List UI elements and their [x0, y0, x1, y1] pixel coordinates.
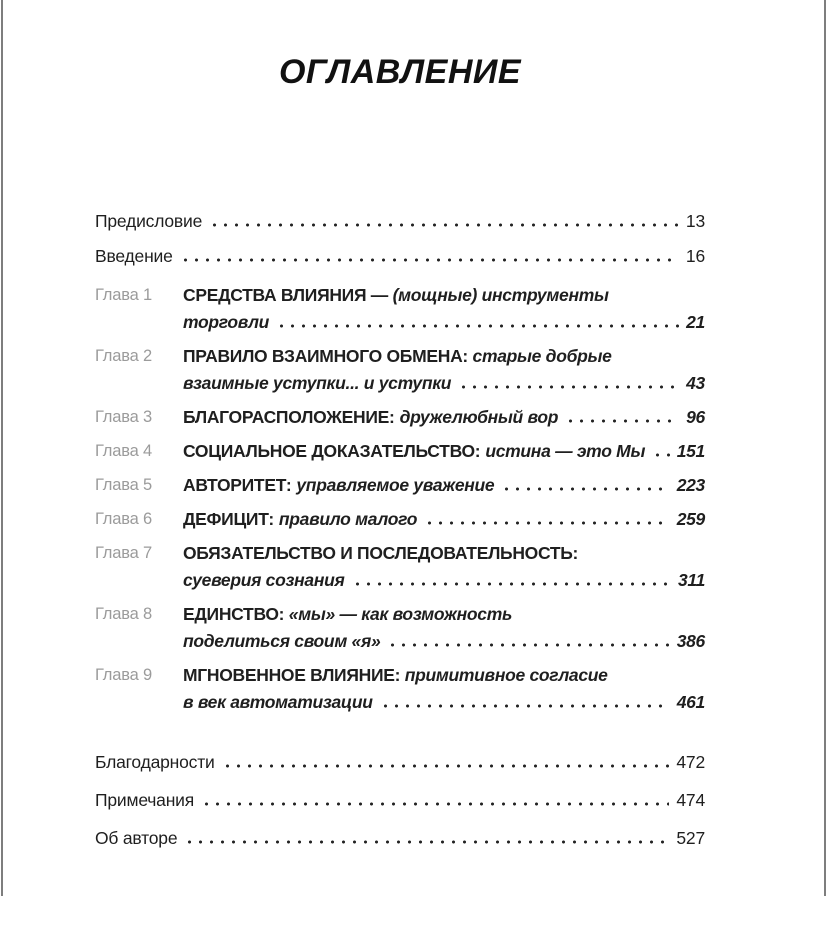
chapter-entry-6: [95, 506, 705, 533]
dot-leader: [222, 764, 670, 768]
toc-line: [183, 282, 705, 309]
chapter-subtitle: поделиться своим «я»: [183, 631, 381, 651]
toc-line: [183, 472, 705, 499]
chapter-body: [183, 282, 705, 336]
dot-leader: [201, 802, 669, 806]
chapter-entry-8: [95, 601, 705, 655]
chapter-subtitle: (мощные) инструменты: [392, 285, 609, 305]
chapter-body: [183, 662, 705, 716]
dot-leader: [424, 521, 670, 525]
entry-label: Введение: [95, 246, 173, 266]
entry-introduction: [95, 247, 705, 266]
dot-leader: [209, 223, 679, 227]
page-number: 461: [676, 692, 705, 712]
chapter-label: Глава 7: [95, 544, 152, 562]
chapter-subtitle: суеверия сознания: [183, 570, 345, 590]
chapter-entry-3: [95, 404, 705, 431]
chapter-subtitle: «мы» — как возможность: [288, 604, 513, 624]
chapter-title: МГНОВЕННОЕ ВЛИЯНИЕ:: [183, 665, 401, 685]
entry-about-author: [95, 829, 705, 848]
dot-leader: [180, 258, 679, 262]
page-number: 21: [686, 312, 705, 332]
entry-acknowledgments: [95, 753, 705, 772]
chapter-label: Глава 1: [95, 286, 152, 304]
entry-label: Примечания: [95, 790, 195, 810]
entry-label: Предисловие: [95, 211, 203, 231]
dot-leader: [565, 419, 679, 423]
dot-leader: [184, 840, 669, 844]
page-number: 223: [676, 475, 705, 495]
chapter-title: ПРАВИЛО ВЗАИМНОГО ОБМЕНА:: [183, 346, 468, 366]
chapter-label: Глава 3: [95, 408, 152, 426]
toc-line: [183, 370, 705, 397]
toc-line: [183, 309, 705, 336]
chapter-entry-2: [95, 343, 705, 397]
chapter-body: [183, 438, 705, 465]
back-matter-section: [95, 753, 705, 848]
page-number: 259: [676, 509, 705, 529]
toc-line: [183, 662, 705, 689]
dot-leader: [276, 324, 679, 328]
chapter-title: АВТОРИТЕТ:: [183, 475, 292, 495]
chapter-subtitle: взаимные уступки... и уступки: [183, 373, 452, 393]
chapter-subtitle: правило малого: [278, 509, 418, 529]
chapter-subtitle: истина — это Мы: [485, 441, 646, 461]
chapter-subtitle: старые добрые: [472, 346, 612, 366]
chapter-subtitle: в век автоматизации: [183, 692, 373, 712]
page-number: 472: [676, 752, 705, 772]
chapter-entry-7: [95, 540, 705, 594]
toc-line: [183, 438, 705, 465]
page-number: 527: [676, 828, 705, 848]
chapter-body: [183, 601, 705, 655]
page-number: 151: [676, 441, 705, 461]
chapter-body: [183, 472, 705, 499]
toc-line: [183, 540, 705, 567]
chapter-entry-9: [95, 662, 705, 716]
page-right-edge-rule: [824, 0, 826, 896]
chapter-label: Глава 6: [95, 510, 152, 528]
toc-title: ОГЛАВЛЕНИЕ: [278, 53, 522, 91]
page-number: 311: [678, 570, 705, 590]
chapter-label: Глава 4: [95, 442, 152, 460]
dot-leader: [352, 582, 671, 586]
entry-notes: [95, 791, 705, 810]
chapter-subtitle: управляемое уважение: [296, 475, 495, 495]
page-left-edge-rule: [1, 0, 3, 896]
toc-line: [183, 506, 705, 533]
toc-line: [183, 601, 705, 628]
front-matter-section: [95, 212, 705, 266]
chapter-subtitle: дружелюбный вор: [399, 407, 559, 427]
page-number: 16: [685, 246, 705, 266]
toc-list: [95, 212, 705, 848]
dot-leader: [501, 487, 669, 491]
chapter-label: Глава 8: [95, 605, 152, 623]
chapter-title: ЕДИНСТВО:: [183, 604, 285, 624]
dot-leader: [380, 704, 670, 708]
chapter-entry-4: [95, 438, 705, 465]
chapter-title: ДЕФИЦИТ:: [183, 509, 274, 529]
chapter-body: [183, 404, 705, 431]
chapter-body: [183, 343, 705, 397]
chapter-title: СОЦИАЛЬНОЕ ДОКАЗАТЕЛЬСТВО:: [183, 441, 481, 461]
chapter-label: Глава 2: [95, 347, 152, 365]
chapter-label: Глава 5: [95, 476, 152, 494]
toc-line: [183, 567, 705, 594]
chapter-title: ОБЯЗАТЕЛЬСТВО И ПОСЛЕДОВАТЕЛЬНОСТЬ:: [183, 543, 579, 563]
chapters-section: [95, 282, 705, 716]
toc-line: [183, 628, 705, 655]
chapter-title: СРЕДСТВА ВЛИЯНИЯ —: [183, 285, 389, 305]
chapter-body: [183, 506, 705, 533]
toc-line: [183, 689, 705, 716]
chapter-subtitle: торговли: [183, 312, 270, 332]
chapter-body: [183, 540, 705, 594]
chapter-entry-5: [95, 472, 705, 499]
chapter-subtitle: примитивное согласие: [404, 665, 608, 685]
entry-label: Об авторе: [95, 828, 178, 848]
toc-line: [183, 343, 705, 370]
chapter-label: Глава 9: [95, 666, 152, 684]
entry-preface: [95, 212, 705, 231]
dot-leader: [458, 385, 679, 389]
dot-leader: [652, 453, 670, 457]
toc-line: [183, 404, 705, 431]
page-number: 43: [686, 373, 705, 393]
toc-content: [95, 0, 705, 867]
chapter-entry-1: [95, 282, 705, 336]
dot-leader: [387, 643, 669, 647]
page-number: 96: [686, 407, 705, 427]
chapter-title: БЛАГОРАСПОЛОЖЕНИЕ:: [183, 407, 395, 427]
page-number: 386: [676, 631, 705, 651]
page-number: 13: [685, 211, 705, 231]
page-number: 474: [676, 790, 705, 810]
entry-label: Благодарности: [95, 752, 215, 772]
